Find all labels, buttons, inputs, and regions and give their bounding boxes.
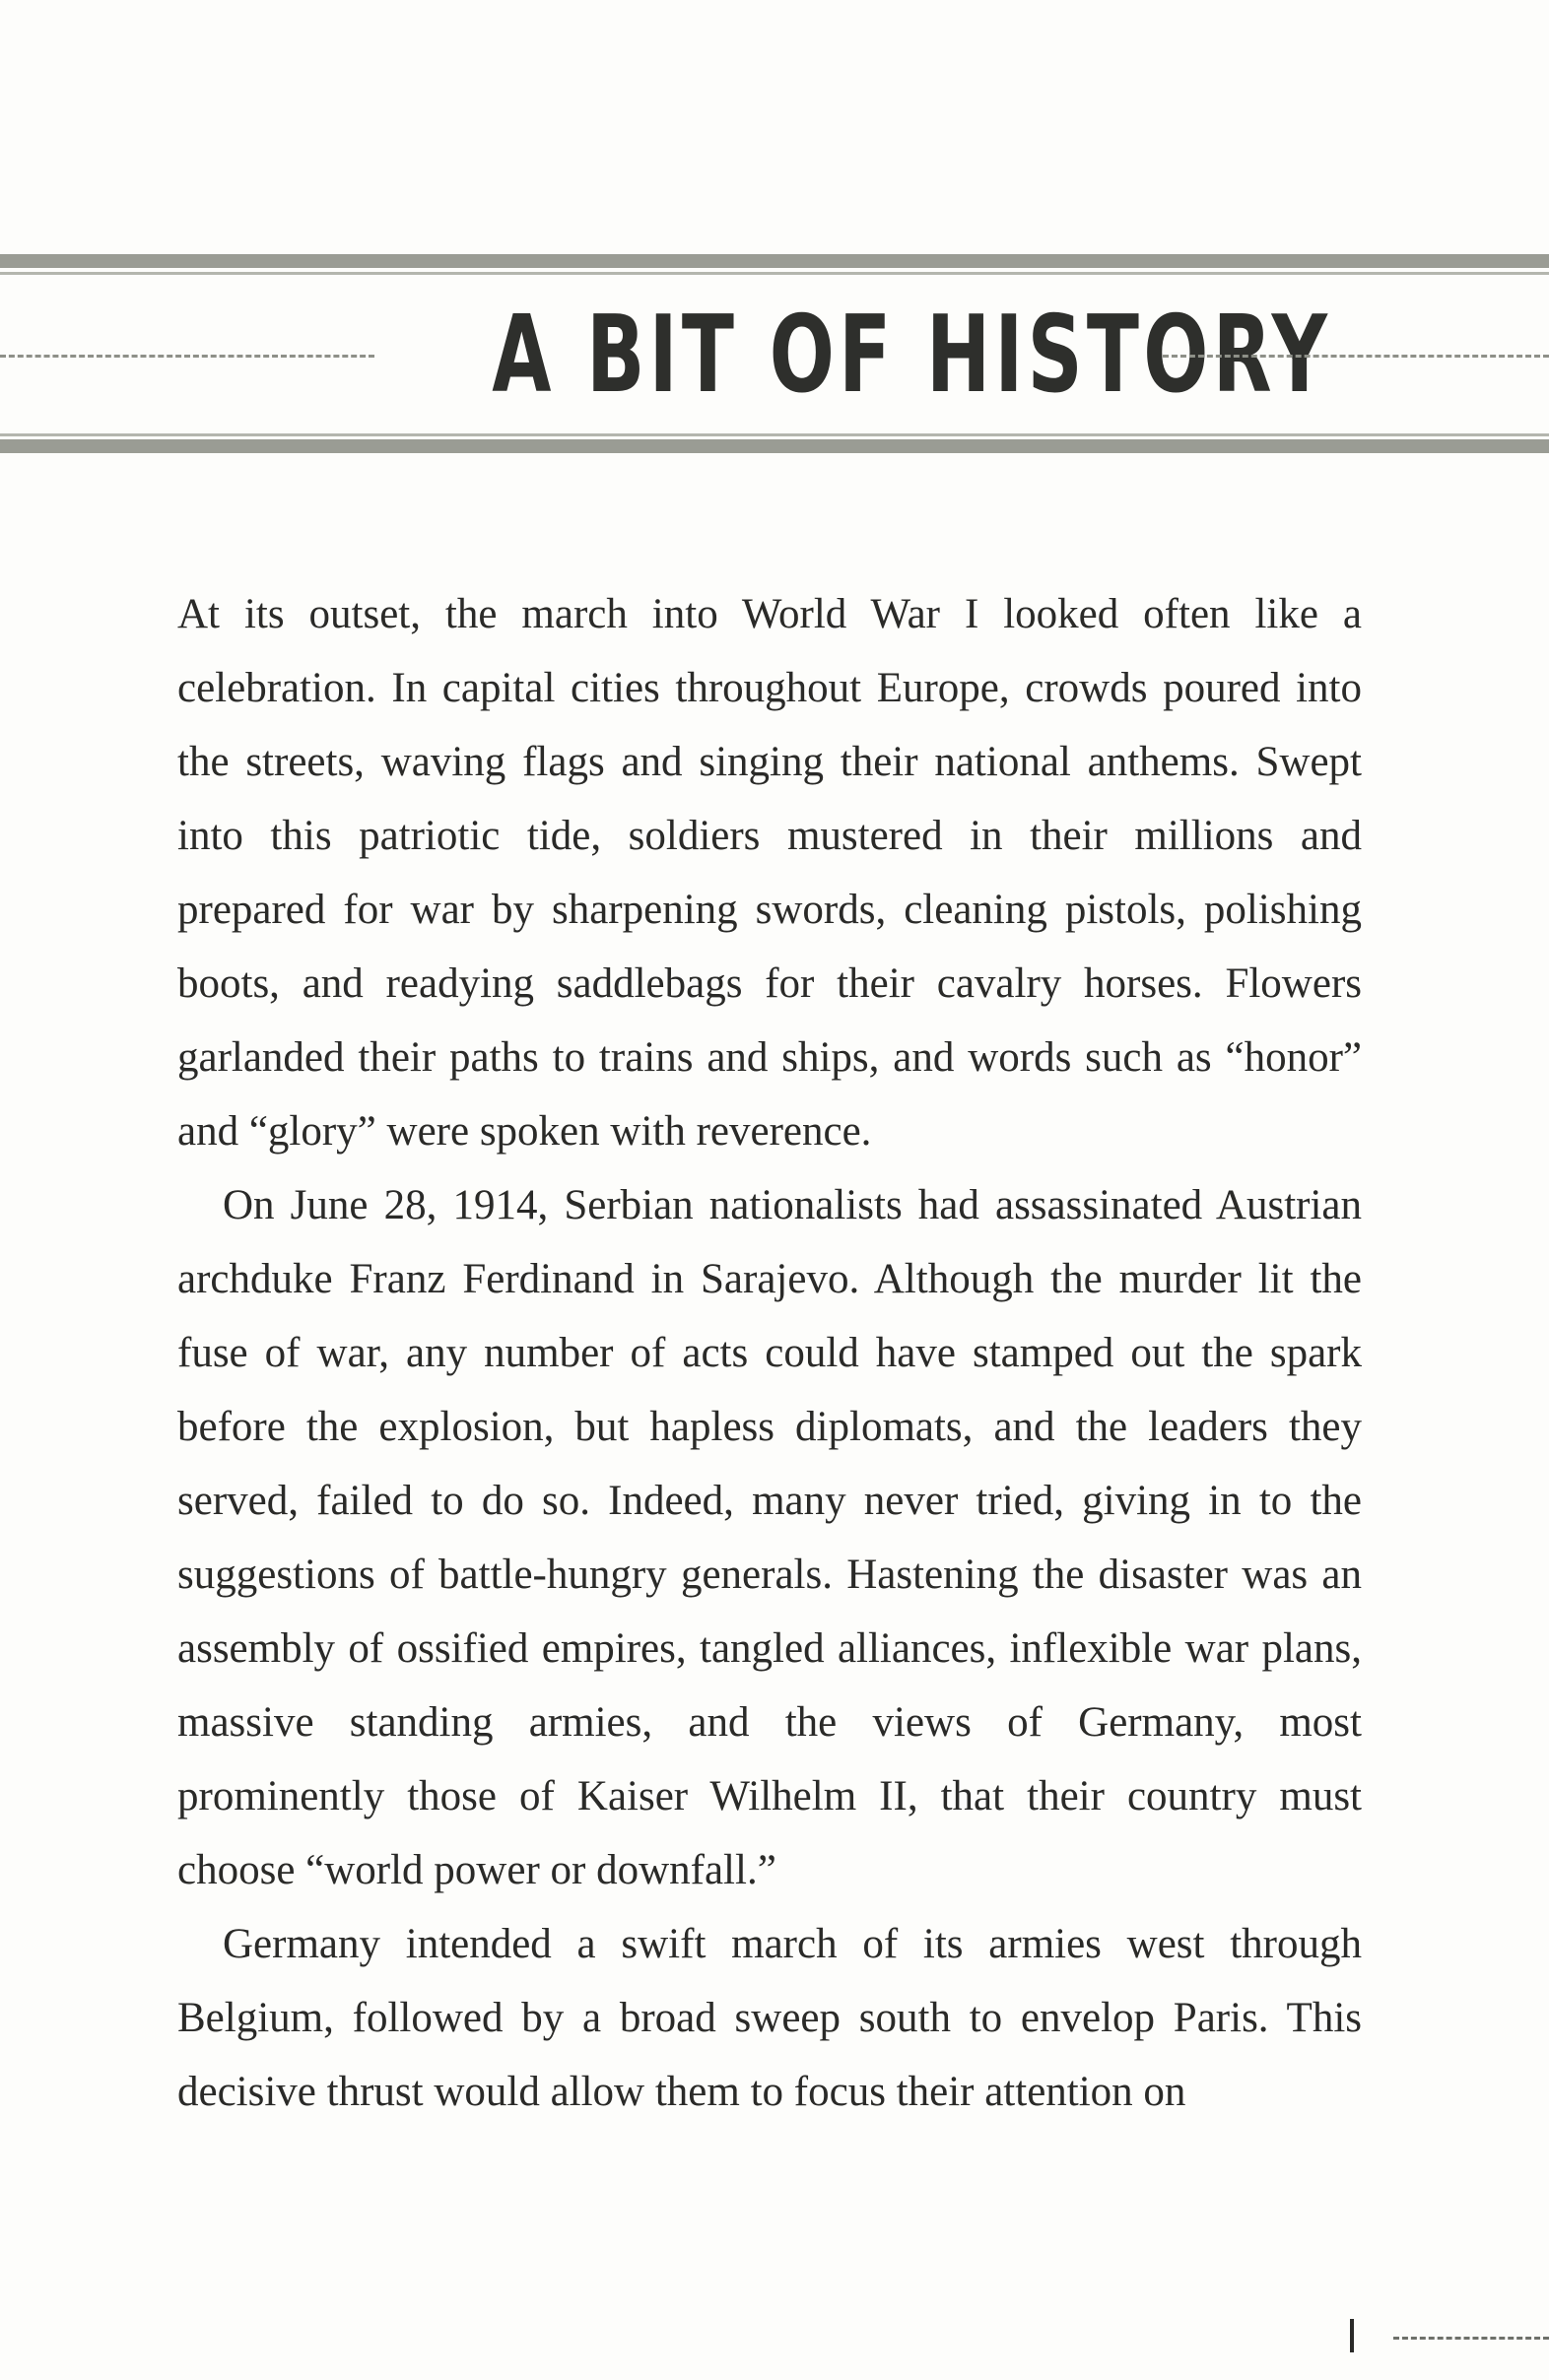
folio-dash-rule	[1393, 2337, 1549, 2340]
body-text	[177, 577, 1362, 2129]
paragraph-2: On June 28, 1914, Serbian nationalists had assassinated Austrian archduke Franz Ferdinand in Sarajevo. Although the murder lit the fuse of war, any number of acts could have stamped out the spark before the explosion, but hapless diplomats, and the leaders they served, failed to do so. Indeed, many never tried, giving in to the suggestions of battle-hungry generals. Hastening the disaster was an assembly of ossified empires, tangled alliances, inflexible war plans, massive standing armies, and the views of Germany, most prominently those of Kaiser Wilhelm II, that their country must choose “world power or downfall.”	[177, 1182, 1362, 1893]
header-rule-top-thin	[0, 272, 1549, 275]
paragraph-1: At its outset, the march into World War I looked often like a celebration. In capital cities throughout Europe, crowds poured into the streets, waving flags and singing their national anthems. Swept into this patriotic tide, soldiers mustered in their millions and prepared for war by sharpening swords, cleaning pistols, polishing boots, and readying saddlebags for their cavalry horses. Flowers garlanded their paths to trains and ships, and words such as “honor” and “glory” were spoken with reverence.	[177, 591, 1362, 1155]
chapter-title: A BIT OF HISTORY	[492, 294, 1332, 417]
folio-marker	[1350, 2319, 1354, 2352]
header-rule-top	[0, 254, 1549, 268]
header-rule-bottom-thin	[0, 433, 1549, 436]
paragraph-3: Germany intended a swift march of its armies west through Belgium, followed by a broad sweep south to envelop Paris. This decisive thrust would allow them to focus their attention on	[177, 1921, 1362, 2115]
header-dash-right	[1163, 355, 1549, 358]
header-dash-left	[0, 355, 374, 358]
header-rule-bottom	[0, 439, 1549, 453]
